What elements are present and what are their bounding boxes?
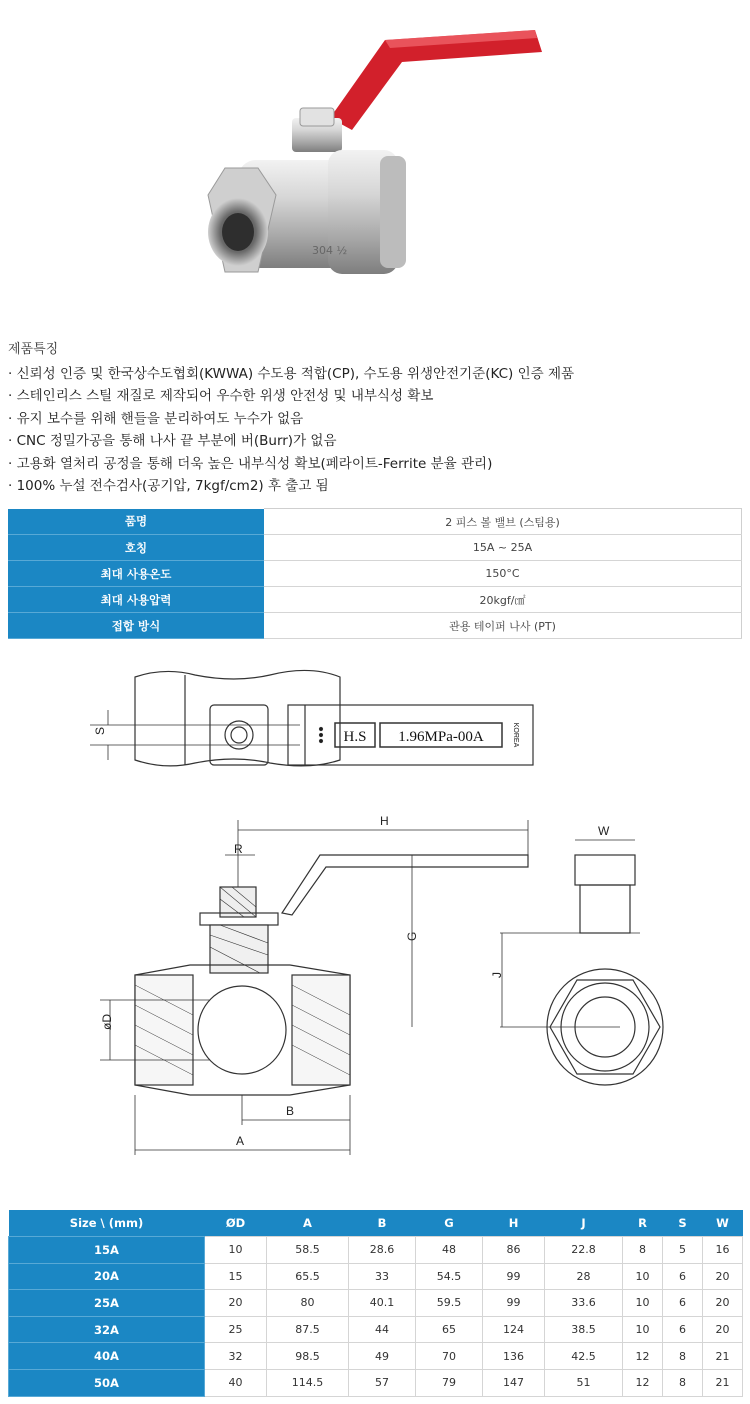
value-cell: 12 [623,1369,663,1396]
product-photo [180,10,570,310]
value-cell: 6 [663,1316,703,1343]
value-cell: 21 [703,1369,743,1396]
dim-j-label: J [490,972,504,978]
value-cell: 12 [623,1343,663,1370]
spec-key: 품명 [8,509,264,535]
value-cell: 87.5 [267,1316,349,1343]
features-title: 제품특징 [8,342,59,357]
value-cell: 15 [205,1263,267,1290]
value-cell: 86 [483,1237,545,1264]
size-cell: 25A [9,1290,205,1317]
value-cell: 114.5 [267,1369,349,1396]
value-cell: 147 [483,1369,545,1396]
dim-b-label: B [286,1104,295,1118]
spec-key: 호칭 [8,535,264,561]
feature-item: · 100% 누설 전수검사(공기압, 7kgf/cm2) 후 출고 됨 [8,478,329,495]
dim-h-label: H [380,814,389,828]
value-cell: 42.5 [545,1343,623,1370]
feature-item: · CNC 정밀가공을 통해 나사 끝 부분에 버(Burr)가 없음 [8,433,337,450]
col-header: S [663,1210,703,1237]
value-cell: 58.5 [267,1237,349,1264]
dim-d-label: øD [100,1014,114,1030]
spec-value: 20kgf/㎠ [264,587,742,613]
value-cell: 80 [267,1290,349,1317]
value-cell: 65.5 [267,1263,349,1290]
value-cell: 99 [483,1263,545,1290]
value-cell: 124 [483,1316,545,1343]
table-row [9,1290,743,1317]
col-header: G [416,1210,483,1237]
value-cell: 20 [703,1316,743,1343]
col-header: R [623,1210,663,1237]
table-row [9,1369,743,1396]
value-cell: 48 [416,1237,483,1264]
dim-g-label: G [405,931,419,941]
spec-row [8,509,742,535]
value-cell: 99 [483,1290,545,1317]
feature-item: · 신뢰성 인증 및 한국상수도협회(KWWA) 수도용 적합(CP), 수도용 위생안전기준(KC) 인증 제품 [8,366,575,382]
handle-brand-label: H.S [343,729,367,745]
spec-key: 최대 사용압력 [8,587,264,613]
value-cell: 5 [663,1237,703,1264]
col-header: H [483,1210,545,1237]
value-cell: 10 [623,1316,663,1343]
top-view [90,670,533,765]
value-cell: 10 [623,1263,663,1290]
col-header: ØD [205,1210,267,1237]
spec-row [8,561,742,587]
spec-value: 관용 테이퍼 나사 (PT) [264,613,742,639]
value-cell: 32 [205,1343,267,1370]
value-cell: 79 [416,1369,483,1396]
table-row [9,1263,743,1290]
spec-row [8,587,742,613]
dim-a-label: A [236,1134,245,1148]
value-cell: 33 [349,1263,416,1290]
value-cell: 136 [483,1343,545,1370]
side-view [490,824,663,1085]
table-row [9,1316,743,1343]
col-header: J [545,1210,623,1237]
value-cell: 40.1 [349,1290,416,1317]
value-cell: 16 [703,1237,743,1264]
value-cell: 20 [205,1290,267,1317]
value-cell: 20 [703,1263,743,1290]
value-cell: 38.5 [545,1316,623,1343]
feature-item: · 고용화 열처리 공정을 통해 더욱 높은 내부식성 확보(페라이트-Ferrite 분율 관리) [8,455,493,472]
spec-table [8,508,742,639]
size-header-row [9,1210,743,1237]
size-cell: 40A [9,1343,205,1370]
value-cell: 33.6 [545,1290,623,1317]
value-cell: 28.6 [349,1237,416,1264]
value-cell: 8 [663,1369,703,1396]
spec-value: 2 피스 볼 밸브 (스팀용) [264,509,742,535]
handle-rating-label: 1.96MPa-00A [398,729,484,745]
front-view [100,814,528,1155]
table-row [9,1343,743,1370]
features-section [8,338,748,497]
technical-drawing [60,655,740,1175]
size-cell: 50A [9,1369,205,1396]
dim-r-label: R [234,842,243,856]
value-cell: 28 [545,1263,623,1290]
value-cell: 21 [703,1343,743,1370]
spec-key: 최대 사용온도 [8,561,264,587]
value-cell: 25 [205,1316,267,1343]
dim-s-label: S [93,726,107,735]
size-table [8,1210,743,1397]
value-cell: 6 [663,1263,703,1290]
handle-country-label: KOREA [512,722,519,748]
body-marking: 304 ½ [312,244,348,257]
spec-key: 접합 방식 [8,613,264,639]
table-row [9,1237,743,1264]
spec-row [8,613,742,639]
value-cell: 57 [349,1369,416,1396]
size-cell: 32A [9,1316,205,1343]
value-cell: 51 [545,1369,623,1396]
col-header: W [703,1210,743,1237]
size-cell: 15A [9,1237,205,1264]
col-header: Size \ (mm) [9,1210,205,1237]
value-cell: 70 [416,1343,483,1370]
spec-row [8,535,742,561]
value-cell: 65 [416,1316,483,1343]
value-cell: 6 [663,1290,703,1317]
size-cell: 20A [9,1263,205,1290]
value-cell: 10 [205,1237,267,1264]
handle-grip [330,30,542,130]
value-cell: 22.8 [545,1237,623,1264]
col-header: B [349,1210,416,1237]
value-cell: 49 [349,1343,416,1370]
value-cell: 10 [623,1290,663,1317]
spec-value: 150°C [264,561,742,587]
col-header: A [267,1210,349,1237]
dim-w-label: W [598,824,610,838]
value-cell: 40 [205,1369,267,1396]
value-cell: 8 [623,1237,663,1264]
value-cell: 98.5 [267,1343,349,1370]
value-cell: 8 [663,1343,703,1370]
value-cell: 59.5 [416,1290,483,1317]
value-cell: 44 [349,1316,416,1343]
value-cell: 20 [703,1290,743,1317]
value-cell: 54.5 [416,1263,483,1290]
feature-item: · 유지 보수를 위해 핸들을 분리하여도 누수가 없음 [8,410,304,427]
spec-value: 15A ~ 25A [264,535,742,561]
feature-item: · 스테인리스 스틸 재질로 제작되어 우수한 위생 안전성 및 내부식성 확보 [8,388,434,405]
